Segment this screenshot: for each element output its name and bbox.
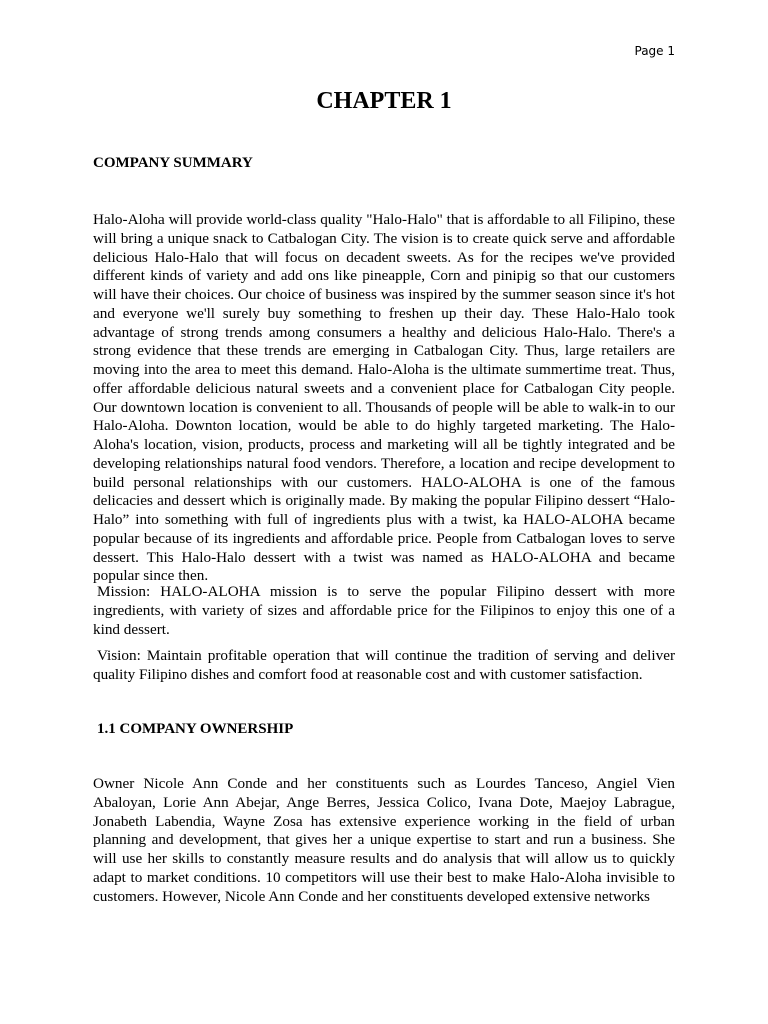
vision-paragraph: Vision: Maintain profitable operation that will continue the tradition of serving and deliver quality Filipino dishes and comfort food at reasonable cost and with customer satisfaction.: [93, 647, 675, 683]
company-ownership-paragraph: Owner Nicole Ann Conde and her constituents such as Lourdes Tanceso, Angiel Vien Abaloyan, Lorie Ann Abejar, Ange Berres, Jessica Colico, Ivana Dote, Maejoy Labrague, Jonabeth Labendia, Wayne Zosa has extensive experience working in the field of urban planning and development, that gives her a unique expertise to start and run a business. She will use her skills to constantly measure results and do analysis that will allow us to quickly adapt to market conditions. 10 competitors will use their best to make Halo-Aloha invisible to customers. However, Nicole Ann Conde and her constituents developed extensive networks: [93, 775, 675, 905]
company-ownership-heading: 1.1 COMPANY OWNERSHIP: [97, 721, 294, 737]
mission-paragraph: Mission: HALO-ALOHA mission is to serve the popular Filipino dessert with more ingredients, with variety of sizes and affordable price for the Filipinos to enjoy this one of a kind dessert.: [93, 583, 675, 638]
page-number: Page 1: [634, 44, 675, 58]
company-summary-paragraph: Halo-Aloha will provide world-class quality "Halo-Halo" that is affordable to all Filipino, these will bring a unique snack to Catbalogan City. The vision is to create quick serve and affordable delicious Halo-Halo that will focus on decadent sweets. As for the recipes we've provided different kinds of variety and add ons like pineapple, Corn and pinipig so that our customers will have their choices. Our choice of business was inspired by the summer season since it's hot and everyone we'll surely buy something to freshen up their day. These Halo-Halo took advantage of strong trends among consumers a healthy and delicious Halo-Halo. There's a strong evidence that these trends are emerging in Catbalogan City. Thus, large retailers are moving into the area to meet this demand. Halo-Aloha is the ultimate summertime treat. Thus, offer affordable delicious natural sweets and a convenient place for Catbalogan City people. Our downtown location is convenient to all. Thousands of people will be able to walk-in to our Halo-Aloha. Downton location, would be able to do highly targeted marketing. The Halo-Aloha's location, vision, products, process and marketing will all be tightly integrated and be developing relationships natural food vendors. Therefore, a location and recipe development to build personal relationships with our customers. HALO-ALOHA is one of the famous delicacies and dessert which is originally made. By making the popular Filipino dessert “Halo-Halo” into something with full of ingredients plus with a twist, ka HALO-ALOHA became popular because of its ingredients and affordable price. People from Catbalogan loves to serve dessert. This Halo-Halo dessert with a twist was named as HALO-ALOHA and became popular since then.: [93, 211, 675, 585]
company-summary-heading: COMPANY SUMMARY: [93, 155, 253, 171]
chapter-title: CHAPTER 1: [316, 88, 452, 114]
